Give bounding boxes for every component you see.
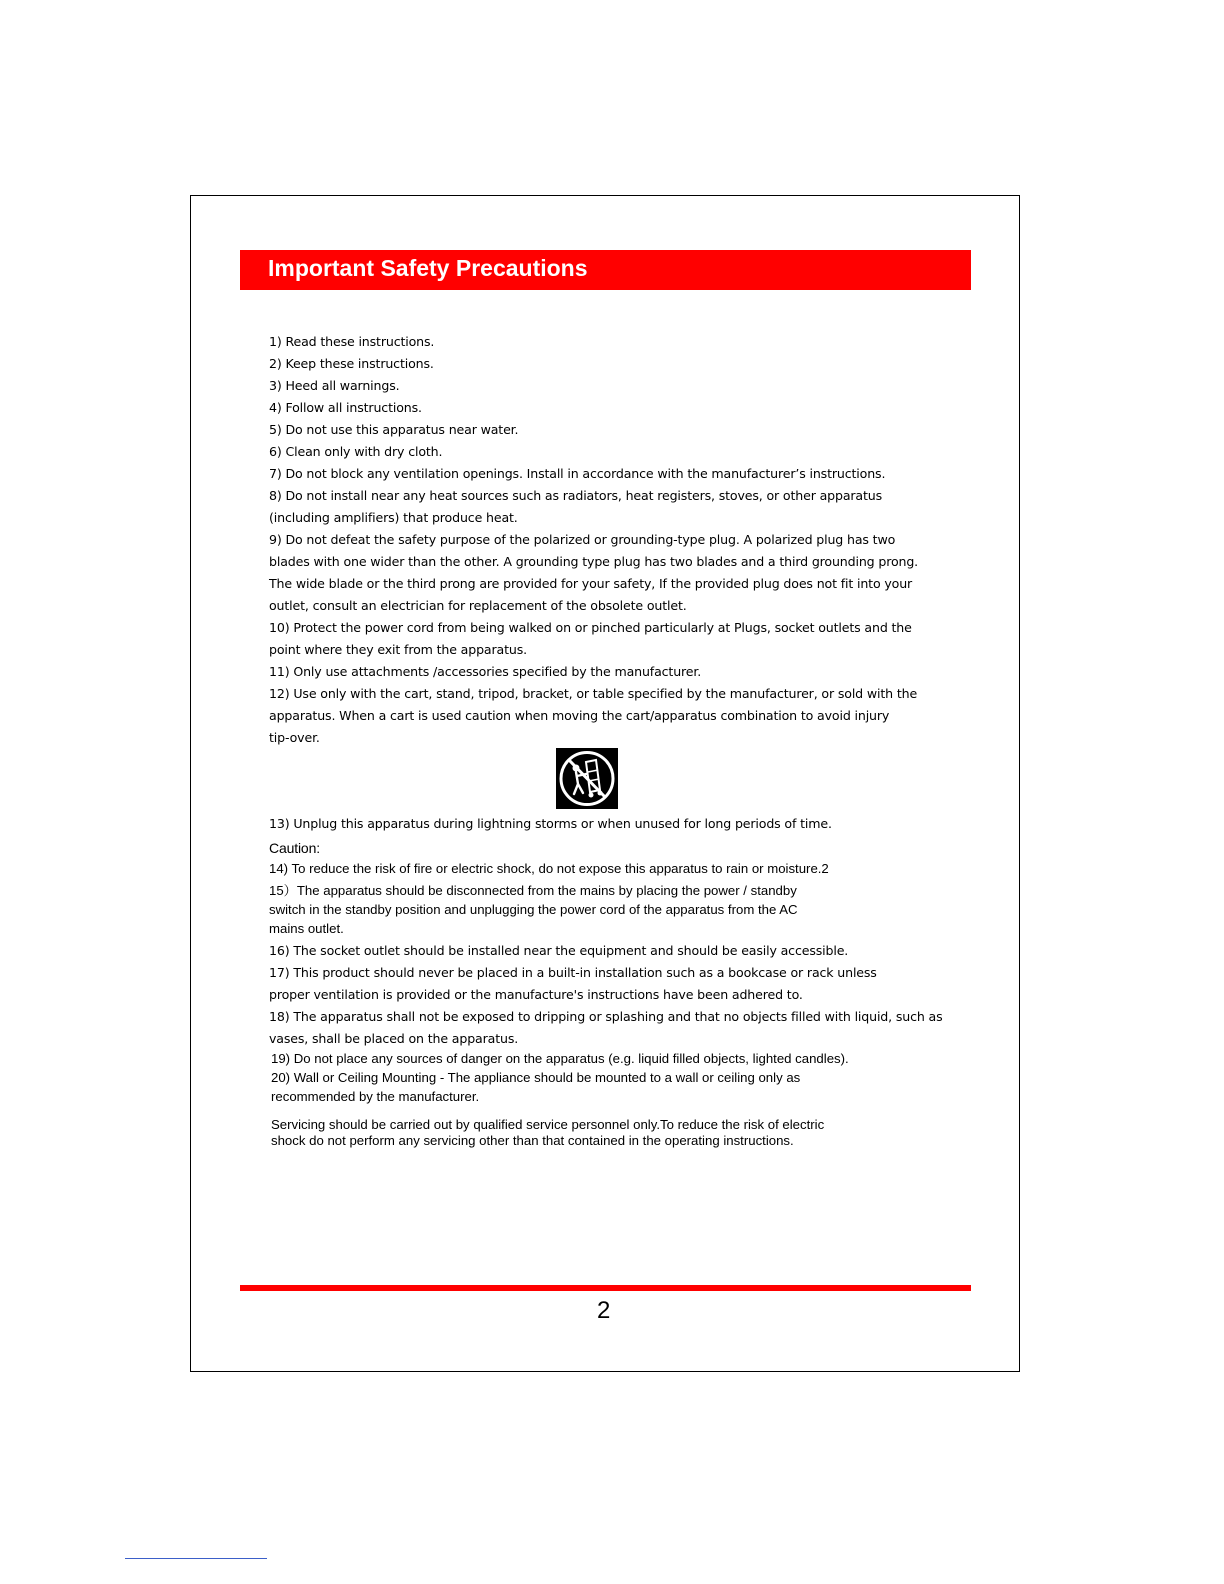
servicing-note: shock do not perform any servicing other than that contained in the operating instructions. — [271, 1133, 794, 1148]
page-number: 2 — [597, 1297, 611, 1324]
servicing-note: Servicing should be carried out by qualified service personnel only.To reduce the risk of electric — [271, 1117, 825, 1132]
list-item: proper ventilation is provided or the manufacture's instructions have been adhered to. — [269, 987, 803, 1002]
list-item: 1) Read these instructions. — [269, 334, 435, 349]
list-item: 15）The apparatus should be disconnected from the mains by placing the power / standby — [269, 883, 797, 898]
list-item: recommended by the manufacturer. — [271, 1089, 480, 1104]
footer-divider — [240, 1285, 971, 1291]
list-item: vases, shall be placed on the apparatus. — [269, 1031, 519, 1046]
list-item: point where they exit from the apparatus. — [269, 642, 527, 657]
list-item: (including amplifiers) that produce heat. — [269, 510, 518, 525]
list-item: apparatus. When a cart is used caution when moving the cart/apparatus combination to avoid injury — [269, 708, 890, 723]
header-bar — [240, 250, 971, 290]
list-item: 6) Clean only with dry cloth. — [269, 444, 443, 459]
list-item: outlet, consult an electrician for replacement of the obsolete outlet. — [269, 598, 687, 613]
list-item: 7) Do not block any ventilation openings. Install in accordance with the manufacturer’s instructions. — [269, 466, 886, 481]
list-item: 14) To reduce the risk of fire or electric shock, do not expose this apparatus to rain or moisture.2 — [269, 861, 829, 876]
list-item: blades with one wider than the other. A grounding type plug has two blades and a third grounding prong. — [269, 554, 919, 569]
list-item: switch in the standby position and unplugging the power cord of the apparatus from the AC — [269, 902, 798, 917]
cart-tipover-warning-icon — [556, 748, 618, 809]
list-item: 12) Use only with the cart, stand, tripod, bracket, or table specified by the manufacturer, or sold with the — [269, 686, 918, 701]
list-item: The wide blade or the third prong are provided for your safety, If the provided plug does not fit into your — [269, 576, 913, 591]
list-item: 5) Do not use this apparatus near water. — [269, 422, 519, 437]
list-item: tip-over. — [269, 730, 320, 745]
list-item: 10) Protect the power cord from being walked on or pinched particularly at Plugs, socket outlets and the — [269, 620, 912, 635]
caution-label: Caution: — [269, 840, 320, 856]
list-item: 2) Keep these instructions. — [269, 356, 434, 371]
list-item: 17) This product should never be placed in a built-in installation such as a bookcase or rack unless — [269, 965, 877, 980]
list-item: 8) Do not install near any heat sources such as radiators, heat registers, stoves, or other apparatus — [269, 488, 883, 503]
page-title: Important Safety Precautions — [268, 255, 588, 281]
list-item: 19) Do not place any sources of danger on the apparatus (e.g. liquid filled objects, lighted candles). — [271, 1051, 849, 1066]
list-item: 13) Unplug this apparatus during lightning storms or when unused for long periods of time. — [269, 816, 832, 831]
list-item: 20) Wall or Ceiling Mounting - The appliance should be mounted to a wall or ceiling only as — [271, 1070, 801, 1085]
list-item: 18) The apparatus shall not be exposed to dripping or splashing and that no objects filled with liquid, such as — [269, 1009, 943, 1024]
list-item: 16) The socket outlet should be installed near the equipment and should be easily accessible. — [269, 943, 849, 958]
list-item: 11) Only use attachments /accessories specified by the manufacturer. — [269, 664, 702, 679]
list-item: mains outlet. — [269, 921, 344, 936]
list-item: 4) Follow all instructions. — [269, 400, 422, 415]
footnote-rule — [125, 1558, 267, 1559]
list-item: 9) Do not defeat the safety purpose of the polarized or grounding-type plug. A polarized plug has two — [269, 532, 896, 547]
list-item: 3) Heed all warnings. — [269, 378, 400, 393]
